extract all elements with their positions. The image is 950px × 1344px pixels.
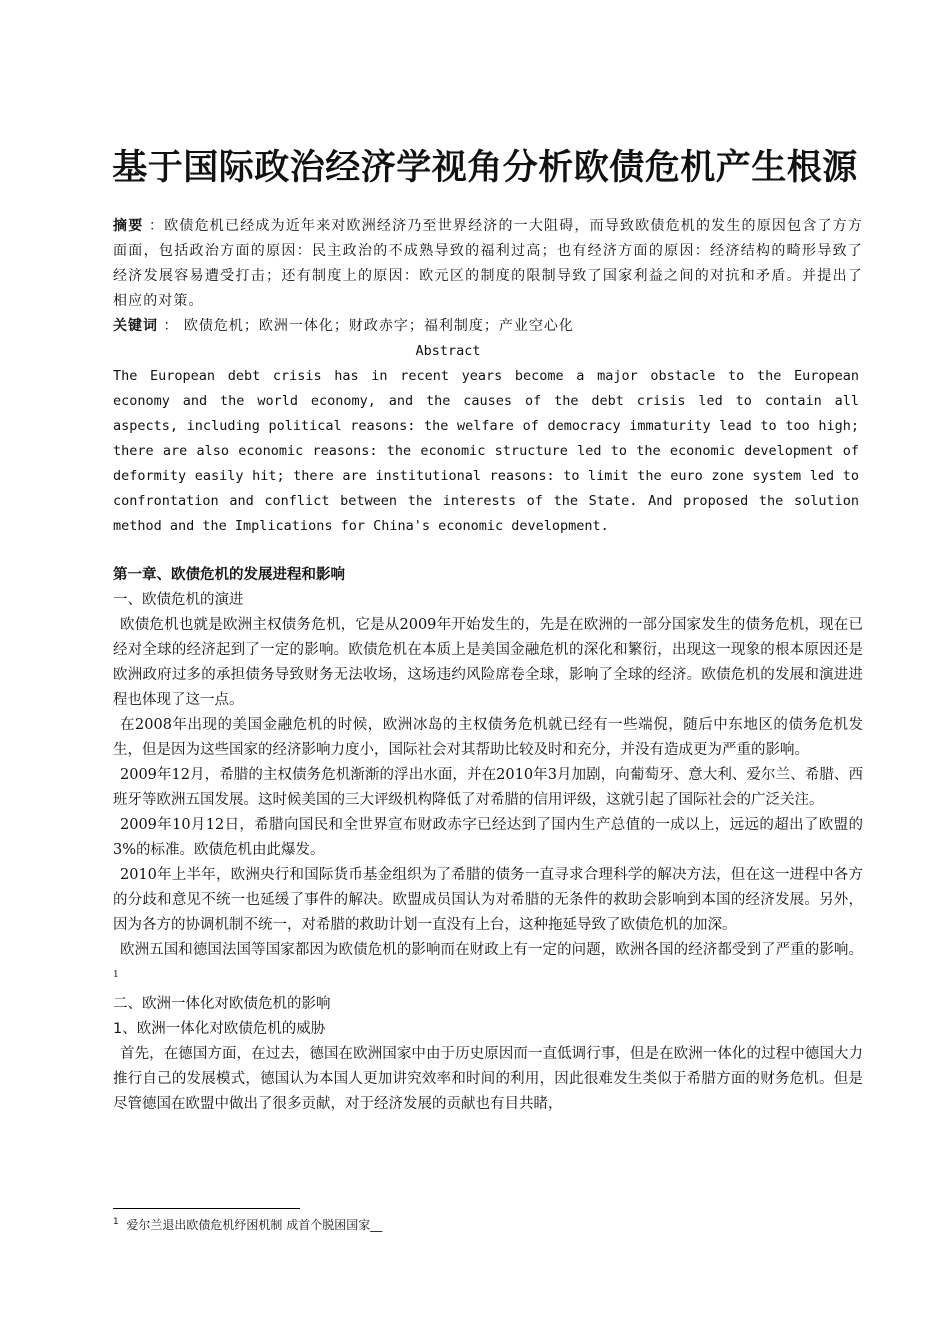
abstract-label: 摘要 [113, 218, 144, 234]
document-title: 基于国际政治经济学视角分析欧债危机产生根源 [112, 148, 858, 188]
footnote-marker: 1 [113, 1217, 119, 1227]
footnote-reference[interactable]: 1 [113, 970, 119, 980]
paragraph: 在2008年出现的美国金融危机的时候，欧洲冰岛的主权债务危机就已经有一些端倪，随后中东地区的债务危机发生，但是因为这些国家的经济影响力度小，国际社会对其帮助比较及时和充分，并没有造成更为严重的影响。 [113, 717, 863, 758]
english-abstract-text: The European debt crisis has in recent years become a major obstacle to the European economy and the world economy, and the causes of the debt crisis led to contain all aspects, including political reasons: the welfare of democracy immaturity lead to too high; there are also economic reasons: the economic structure led to the economic development of deformity easily hit; there are institutional reasons: to limit the euro zone system led to confrontation and conflict between the interests of the State. And proposed the solution method and the Implications for China's economic development. [113, 368, 859, 534]
subsection-heading: 1、欧洲一体化对欧债危机的威胁 [113, 1020, 326, 1037]
paragraph: 2009年12月，希腊的主权债务危机渐渐的浮出水面，并在2010年3月加剧，向葡萄牙、意大利、爱尔兰、希腊、西班牙等欧洲五国发展。这时候美国的三大评级机构降低了对希腊的信用评级，这就引起了国际社会的广泛关注。 [113, 767, 863, 808]
paragraph [113, 938, 863, 992]
chapter-title: 第一章、欧债危机的发展进程和影响 [113, 567, 345, 583]
chinese-abstract [113, 214, 863, 314]
keywords-label: 关键词 [113, 318, 158, 334]
footnote-divider [113, 1208, 300, 1209]
paragraph: 首先，在德国方面，在过去，德国在欧洲国家中由于历史原因而一直低调行事，但是在欧洲一体化的过程中德国大力推行自己的发展模式，德国认为本国人更加讲究效率和时间的利用，因此很难发生类似于希腊方面的财务危机。但是尽管德国在欧盟中做出了很多贡献，对于经济发展的贡献也有目共睹， [113, 1045, 863, 1112]
footnote [113, 1213, 863, 1234]
footnote-text: 爱尔兰退出欧债危机纾困机制 成首个脱困国家__ [126, 1218, 383, 1232]
paragraph-text: 欧洲五国和德国法国等国家都因为欧债危机的影响而在财政上有一定的问题，欧洲各国的经济都受到了严重的影响。 [120, 942, 863, 958]
abstract-separator: ： [143, 218, 165, 234]
paragraph: 欧债危机也就是欧洲主权债务危机，它是从2009年开始发生的，先是在欧洲的一部分国家发生的债务危机，现在已经对全球的经济起到了一定的影响。欧债危机在本质上是美国金融危机的深化和繁衍，出现这一现象的根本原因还是欧洲政府过多的承担债务导致财务无法收场，这场违约风险席卷全球，影响了全球的经济。欧债危机的发展和演进进程也体现了这一点。 [113, 617, 863, 708]
keywords-text: 欧债危机；欧洲一体化；财政赤字；福利制度；产业空心化 [183, 318, 574, 334]
abstract-text: 欧债危机已经成为近年来对欧洲经济乃至世界经济的一大阻碍，而导致欧债危机的发生的原因包含了方方面面，包括政治方面的原因：民主政治的不成熟导致的福利过高；也有经济方面的原因：经济结构的畸形导致了经济发展容易遭受打击；还有制度上的原因：欧元区的制度的限制导致了国家利益之间的对抗和矛盾。并提出了相应的对策。 [113, 218, 863, 309]
chapter-body [113, 588, 863, 1117]
english-abstract-heading: Abstract [415, 343, 481, 359]
paragraph: 2009年10月12日，希腊向国民和全世界宣布财政赤字已经达到了国内生产总值的一成以上，远远的超出了欧盟的3%的标准。欧债危机由此爆发。 [113, 817, 863, 858]
section-heading: 一、欧债危机的演进 [113, 592, 244, 608]
keywords-separator: ： [158, 318, 179, 334]
keywords [113, 314, 863, 339]
paragraph: 2010年上半年，欧洲央行和国际货币基金组织为了希腊的债务一直寻求合理科学的解决方法，但在这一进程中各方的分歧和意见不统一也延缓了事件的解决。欧盟成员国认为对希腊的无条件的救助会影响到本国的经济发展。另外，因为各方的协调机制不统一，对希腊的救助计划一直没有上台，这种拖延导致了欧债危机的加深。 [113, 867, 863, 933]
section-heading: 二、欧洲一体化对欧债危机的影响 [113, 995, 331, 1012]
